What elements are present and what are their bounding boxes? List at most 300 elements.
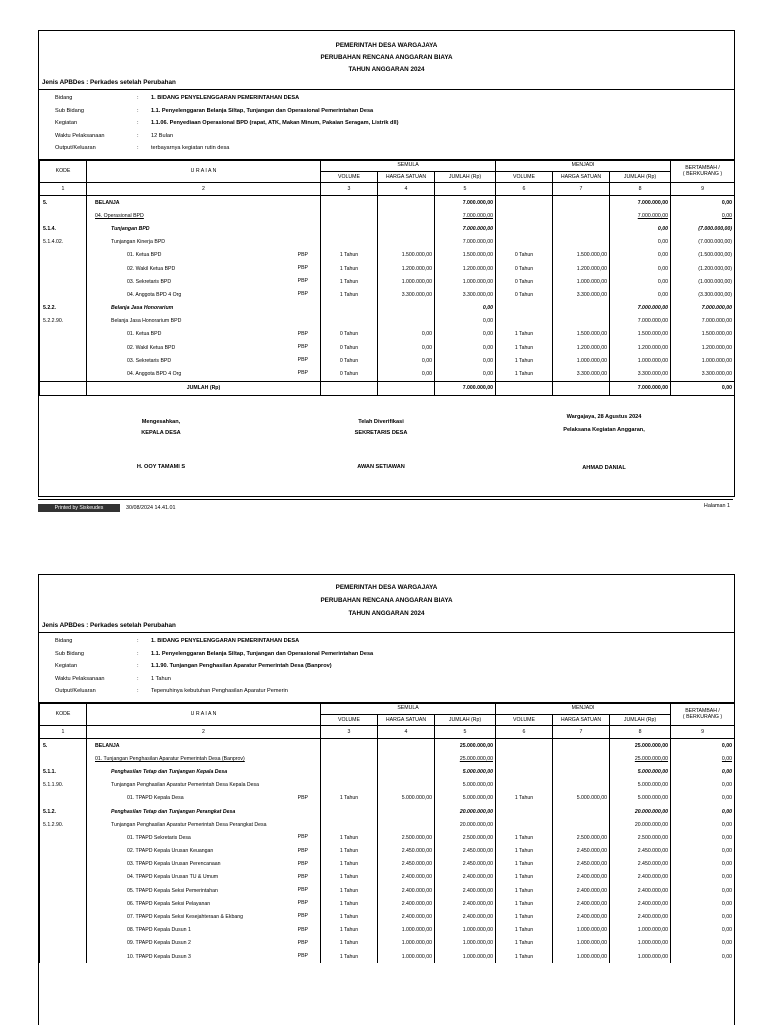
row-volume-semula: 1 Tahun (321, 897, 378, 910)
row-jumlah-menjadi: 2.400.000,00 (610, 884, 671, 897)
row-uraian-text: Tunjangan BPD (111, 225, 150, 232)
row-selisih: (1.500.000,00) (671, 249, 735, 262)
row-harga-semula (378, 739, 435, 753)
row-uraian-text: 04. Operasional BPD (95, 212, 144, 219)
row-volume-menjadi: 1 Tahun (496, 871, 553, 884)
row-jumlah-semula: 1.000.000,00 (435, 937, 496, 950)
row-volume-semula (321, 222, 378, 235)
row-harga-semula: 1.500.000,00 (378, 249, 435, 262)
row-volume-menjadi (496, 752, 553, 765)
col-harga-header: HARGA SATUAN (378, 171, 435, 183)
row-selisih: 1.000.000,00 (671, 354, 735, 367)
row-volume-semula (321, 765, 378, 778)
footer-rule (38, 499, 733, 500)
row-satuan: PBP (297, 344, 308, 351)
row-harga-semula: 2.500.000,00 (378, 831, 435, 844)
row-kode (40, 288, 87, 301)
col-number: 7 (553, 726, 610, 739)
row-volume-menjadi (496, 209, 553, 222)
row-uraian-text: Tunjangan Penghasilan Aparatur Pemerintah Desa Kepala Desa (111, 782, 260, 789)
row-jumlah-menjadi: 0,00 (610, 288, 671, 301)
col-bertambah-header (671, 160, 735, 183)
row-jumlah-menjadi: 5.000.000,00 (610, 779, 671, 792)
table-row (40, 937, 735, 950)
total-label: JUMLAH (Rp) (87, 381, 321, 395)
row-uraian (87, 818, 321, 831)
row-jumlah-menjadi: 1.000.000,00 (610, 950, 671, 963)
row-kode (40, 871, 87, 884)
info-colon: : (137, 120, 139, 126)
row-kode: 5.2.2.90. (40, 315, 87, 328)
row-volume-menjadi: 1 Tahun (496, 884, 553, 897)
col-volume-header: VOLUME (496, 714, 553, 726)
col-semula-header: SEMULA (321, 160, 496, 172)
row-jumlah-semula: 7.000.000,00 (435, 222, 496, 235)
row-harga-menjadi: 2.450.000,00 (553, 858, 610, 871)
row-uraian-text: 10. TPAPD Kepala Dusun 3 (127, 953, 191, 960)
row-jumlah-semula: 5.000.000,00 (435, 792, 496, 805)
table-row (40, 739, 735, 753)
total-jumlah-menjadi: 7.000.000,00 (610, 381, 671, 395)
row-selisih: 0,00 (671, 752, 735, 765)
print-timestamp: 30/08/2024 14.41.01 (126, 505, 176, 511)
row-uraian (87, 209, 321, 222)
row-uraian (87, 367, 321, 381)
row-uraian (87, 924, 321, 937)
col-number: 4 (378, 183, 435, 196)
row-jumlah-semula: 25.000.000,00 (435, 739, 496, 753)
table-row (40, 367, 735, 381)
row-uraian-text: 02. Wakil Ketua BPD (127, 344, 176, 351)
row-jumlah-menjadi: 1.200.000,00 (610, 341, 671, 354)
row-kode (40, 910, 87, 923)
row-jumlah-menjadi: 1.500.000,00 (610, 328, 671, 341)
row-harga-menjadi: 1.000.000,00 (553, 275, 610, 288)
row-kode (40, 884, 87, 897)
row-harga-menjadi: 2.450.000,00 (553, 845, 610, 858)
row-volume-semula: 1 Tahun (321, 858, 378, 871)
info-value: 1.1.06. Penyediaan Operasional BPD (rapat, ATK, Makan Minum, Pakaian Seragam, Listrik dll) (151, 120, 399, 126)
col-number: 5 (435, 183, 496, 196)
table-row (40, 354, 735, 367)
row-kode (40, 845, 87, 858)
row-uraian (87, 792, 321, 805)
row-harga-menjadi: 2.400.000,00 (553, 910, 610, 923)
row-volume-semula (321, 739, 378, 753)
row-uraian-text: 01. TPAPD Kepala Desa (127, 795, 184, 802)
row-harga-semula (378, 236, 435, 249)
col-number: 3 (321, 726, 378, 739)
col-jumlah-header: JUMLAH (Rp) (435, 171, 496, 183)
row-jumlah-semula: 7.000.000,00 (435, 209, 496, 222)
info-row (39, 688, 734, 700)
row-volume-menjadi: 0 Tahun (496, 288, 553, 301)
row-uraian (87, 937, 321, 950)
col-menjadi-header: MENJADI (496, 703, 671, 715)
row-kode (40, 341, 87, 354)
row-jumlah-menjadi: 7.000.000,00 (610, 315, 671, 328)
row-jumlah-menjadi: 0,00 (610, 222, 671, 235)
col-semula-header: SEMULA (321, 703, 496, 715)
bertambah-label: BERTAMBAH / (685, 165, 720, 171)
row-volume-menjadi: 1 Tahun (496, 937, 553, 950)
row-jumlah-semula: 3.300.000,00 (435, 288, 496, 301)
row-satuan: PBP (297, 847, 308, 854)
row-harga-semula: 0,00 (378, 367, 435, 381)
info-row (39, 676, 734, 688)
col-number: 8 (610, 726, 671, 739)
row-jumlah-semula: 2.500.000,00 (435, 831, 496, 844)
report-page-2 (38, 574, 735, 1025)
row-jumlah-menjadi: 5.000.000,00 (610, 792, 671, 805)
header-subtitle: PERUBAHAN RENCANA ANGGARAN BIAYA (320, 54, 453, 61)
row-volume-semula: 1 Tahun (321, 950, 378, 963)
row-harga-menjadi: 3.300.000,00 (553, 288, 610, 301)
row-harga-menjadi (553, 222, 610, 235)
col-harga-header: HARGA SATUAN (378, 714, 435, 726)
row-harga-menjadi: 1.500.000,00 (553, 249, 610, 262)
row-volume-menjadi (496, 315, 553, 328)
row-selisih: (7.000.000,00) (671, 222, 735, 235)
row-volume-semula (321, 302, 378, 315)
info-label: Bidang (55, 95, 73, 101)
info-colon: : (137, 132, 139, 139)
row-selisih: (7.000.000,00) (671, 236, 735, 249)
info-row (39, 145, 734, 157)
row-kode (40, 328, 87, 341)
info-row (39, 133, 734, 145)
row-kode (40, 209, 87, 222)
row-volume-menjadi (496, 805, 553, 818)
row-jumlah-menjadi: 1.000.000,00 (610, 924, 671, 937)
row-volume-semula: 1 Tahun (321, 924, 378, 937)
row-harga-semula: 1.000.000,00 (378, 937, 435, 950)
row-selisih: 0,00 (671, 779, 735, 792)
row-uraian (87, 341, 321, 354)
row-kode: 5.1.4.02. (40, 236, 87, 249)
row-jumlah-semula: 1.000.000,00 (435, 275, 496, 288)
row-harga-menjadi (553, 805, 610, 818)
row-selisih: 0,00 (671, 845, 735, 858)
row-uraian (87, 315, 321, 328)
row-kode (40, 262, 87, 275)
row-volume-menjadi (496, 739, 553, 753)
row-uraian (87, 884, 321, 897)
table-row (40, 328, 735, 341)
table-row (40, 924, 735, 937)
row-harga-semula: 0,00 (378, 341, 435, 354)
row-uraian-text: 02. Wakil Ketua BPD (127, 265, 176, 272)
row-uraian (87, 262, 321, 275)
row-kode (40, 354, 87, 367)
row-selisih: 0,00 (671, 871, 735, 884)
row-volume-menjadi: 1 Tahun (496, 845, 553, 858)
row-harga-semula: 1.000.000,00 (378, 950, 435, 963)
sig-left-title: KEPALA DESA (141, 430, 181, 436)
row-harga-menjadi (553, 779, 610, 792)
row-harga-semula (378, 209, 435, 222)
row-satuan: PBP (297, 887, 308, 894)
row-uraian (87, 950, 321, 963)
row-harga-menjadi (553, 765, 610, 778)
row-harga-menjadi: 2.500.000,00 (553, 831, 610, 844)
row-volume-semula: 1 Tahun (321, 792, 378, 805)
row-selisih: 7.000.000,00 (671, 302, 735, 315)
col-bertambah-header (671, 703, 735, 726)
table-row (40, 288, 735, 301)
row-volume-semula: 1 Tahun (321, 275, 378, 288)
info-row (39, 651, 734, 663)
total-kode (40, 381, 87, 395)
row-harga-menjadi: 1.000.000,00 (553, 950, 610, 963)
row-volume-menjadi: 1 Tahun (496, 341, 553, 354)
header-year: TAHUN ANGGARAN 2024 (348, 66, 425, 73)
row-selisih: (1.200.000,00) (671, 262, 735, 275)
row-harga-semula: 1.000.000,00 (378, 924, 435, 937)
col-uraian-header: U R A I A N (87, 160, 321, 183)
row-jumlah-semula: 2.450.000,00 (435, 858, 496, 871)
col-jumlah-header: JUMLAH (Rp) (610, 714, 671, 726)
row-satuan: PBP (297, 370, 308, 377)
col-number: 2 (87, 183, 321, 196)
header-title: PEMERINTAH DESA WARGAJAYA (335, 584, 438, 591)
row-harga-menjadi (553, 302, 610, 315)
info-row (39, 638, 734, 650)
row-volume-menjadi (496, 196, 553, 210)
info-row (39, 120, 734, 132)
row-harga-menjadi: 1.000.000,00 (553, 354, 610, 367)
row-uraian (87, 328, 321, 341)
row-uraian (87, 249, 321, 262)
row-volume-menjadi (496, 818, 553, 831)
row-satuan: PBP (297, 900, 308, 907)
row-harga-menjadi: 1.200.000,00 (553, 262, 610, 275)
row-jumlah-menjadi: 2.500.000,00 (610, 831, 671, 844)
row-satuan: PBP (297, 939, 308, 946)
info-label: Output/Keluaran (55, 145, 96, 151)
row-jumlah-menjadi: 0,00 (610, 275, 671, 288)
info-label: Output/Keluaran (55, 688, 96, 694)
table-row (40, 950, 735, 963)
row-uraian-text: 01. Ketua BPD (127, 252, 162, 259)
row-satuan: PBP (297, 330, 308, 337)
row-jumlah-menjadi: 5.000.000,00 (610, 765, 671, 778)
col-volume-header: VOLUME (321, 714, 378, 726)
row-volume-semula: 0 Tahun (321, 367, 378, 381)
row-uraian (87, 831, 321, 844)
row-uraian (87, 910, 321, 923)
row-jumlah-semula: 7.000.000,00 (435, 236, 496, 249)
row-harga-semula: 1.200.000,00 (378, 262, 435, 275)
row-jumlah-semula: 20.000.000,00 (435, 805, 496, 818)
activity-info (39, 632, 734, 704)
row-jumlah-semula: 7.000.000,00 (435, 196, 496, 210)
row-selisih: 0,00 (671, 897, 735, 910)
row-jumlah-semula: 2.400.000,00 (435, 871, 496, 884)
row-jumlah-semula: 1.500.000,00 (435, 249, 496, 262)
row-selisih: 0,00 (671, 209, 735, 222)
row-jumlah-semula: 0,00 (435, 367, 496, 381)
row-kode (40, 897, 87, 910)
row-uraian-text: Tunjangan Penghasilan Aparatur Pemerintah Desa Perangkat Desa (111, 821, 267, 828)
row-harga-semula: 3.300.000,00 (378, 288, 435, 301)
total-row (40, 381, 735, 395)
row-kode (40, 249, 87, 262)
info-colon: : (137, 675, 139, 682)
row-volume-semula (321, 209, 378, 222)
row-harga-menjadi: 1.500.000,00 (553, 328, 610, 341)
row-harga-menjadi (553, 315, 610, 328)
table-row (40, 765, 735, 778)
table-row (40, 302, 735, 315)
row-harga-semula (378, 196, 435, 210)
table-row (40, 752, 735, 765)
row-satuan: PBP (297, 794, 308, 801)
row-selisih: (3.300.000,00) (671, 288, 735, 301)
row-satuan: PBP (297, 291, 308, 298)
row-kode (40, 792, 87, 805)
row-volume-menjadi: 0 Tahun (496, 249, 553, 262)
row-volume-menjadi: 1 Tahun (496, 950, 553, 963)
row-volume-semula (321, 236, 378, 249)
row-kode: 5.1.1.90. (40, 779, 87, 792)
table-row (40, 341, 735, 354)
row-uraian-text: 01. Tunjangan Penghasilan Aparatur Pemerintah Desa (Banprov) (95, 755, 245, 762)
row-jumlah-menjadi: 2.450.000,00 (610, 858, 671, 871)
sig-left-label: Mengesahkan, (141, 419, 181, 425)
row-kode: 5.1.2. (40, 805, 87, 818)
table-row (40, 275, 735, 288)
row-selisih: 0,00 (671, 831, 735, 844)
row-uraian (87, 222, 321, 235)
row-selisih: 0,00 (671, 950, 735, 963)
row-jumlah-semula: 1.200.000,00 (435, 262, 496, 275)
row-kode (40, 367, 87, 381)
row-harga-menjadi (553, 196, 610, 210)
row-uraian (87, 897, 321, 910)
row-satuan: PBP (297, 278, 308, 285)
row-harga-menjadi: 1.200.000,00 (553, 341, 610, 354)
total-empty (378, 381, 435, 395)
row-selisih: 7.000.000,00 (671, 315, 735, 328)
row-uraian-text: 01. Ketua BPD (127, 331, 162, 338)
row-satuan: PBP (297, 926, 308, 933)
row-volume-semula: 1 Tahun (321, 871, 378, 884)
row-jumlah-semula: 0,00 (435, 315, 496, 328)
row-satuan: PBP (297, 834, 308, 841)
row-uraian (87, 805, 321, 818)
jenis-apbdes: Jenis APBDes : Perkades setelah Perubahan (42, 622, 176, 629)
row-volume-menjadi: 1 Tahun (496, 831, 553, 844)
row-volume-menjadi: 0 Tahun (496, 275, 553, 288)
row-harga-semula (378, 779, 435, 792)
row-harga-menjadi: 1.000.000,00 (553, 937, 610, 950)
table-row (40, 792, 735, 805)
row-selisih: 0,00 (671, 924, 735, 937)
row-harga-menjadi (553, 236, 610, 249)
row-harga-semula: 2.450.000,00 (378, 845, 435, 858)
row-jumlah-semula: 5.000.000,00 (435, 765, 496, 778)
row-kode (40, 924, 87, 937)
info-value: 12 Bulan (151, 132, 174, 139)
col-number: 1 (40, 183, 87, 196)
row-volume-menjadi (496, 222, 553, 235)
info-colon: : (137, 95, 139, 101)
row-volume-semula: 1 Tahun (321, 884, 378, 897)
row-satuan: PBP (297, 913, 308, 920)
row-harga-semula: 0,00 (378, 328, 435, 341)
info-label: Sub Bidang (55, 650, 84, 657)
info-colon: : (137, 145, 139, 151)
row-harga-menjadi: 1.000.000,00 (553, 924, 610, 937)
row-kode: 5. (40, 739, 87, 753)
row-jumlah-menjadi: 0,00 (610, 249, 671, 262)
row-jumlah-menjadi: 7.000.000,00 (610, 302, 671, 315)
table-row (40, 871, 735, 884)
row-uraian-text: 09. TPAPD Kepala Dusun 2 (127, 940, 191, 947)
berkurang-label: ( BERKURANG ) (682, 171, 723, 177)
row-selisih: 3.300.000,00 (671, 367, 735, 381)
row-kode (40, 275, 87, 288)
report-page-1 (38, 30, 735, 497)
col-jumlah-header: JUMLAH (Rp) (610, 171, 671, 183)
row-harga-menjadi (553, 752, 610, 765)
row-selisih: 0,00 (671, 818, 735, 831)
sig-right-name: AHMAD DANIAL (582, 465, 626, 471)
row-harga-semula: 5.000.000,00 (378, 792, 435, 805)
total-empty (321, 381, 378, 395)
table-row (40, 315, 735, 328)
jenis-apbdes: Jenis APBDes : Perkades setelah Perubahan (42, 79, 176, 86)
row-uraian-text: 06. TPAPD Kepala Seksi Pelayanan (127, 900, 211, 907)
row-selisih: 0,00 (671, 805, 735, 818)
row-harga-menjadi: 2.400.000,00 (553, 884, 610, 897)
table-row (40, 805, 735, 818)
col-kode-header: KODE (40, 160, 87, 183)
row-harga-semula (378, 752, 435, 765)
row-uraian-text: Tunjangan Kinerja BPD (111, 239, 166, 246)
col-number: 4 (378, 726, 435, 739)
row-volume-semula: 0 Tahun (321, 354, 378, 367)
col-jumlah-header: JUMLAH (Rp) (435, 714, 496, 726)
row-uraian (87, 288, 321, 301)
row-uraian-text: BELANJA (95, 199, 120, 206)
activity-info (39, 89, 734, 161)
row-jumlah-semula: 0,00 (435, 341, 496, 354)
row-uraian (87, 302, 321, 315)
table-row (40, 845, 735, 858)
info-value: 1.1. Penyelenggaran Belanja Siltap, Tunjangan dan Operasional Pemerintahan Desa (151, 650, 374, 657)
info-value: terbayarnya kegiatan rutin desa (151, 145, 230, 151)
row-jumlah-menjadi: 25.000.000,00 (610, 752, 671, 765)
row-selisih: (1.000.000,00) (671, 275, 735, 288)
row-jumlah-menjadi: 2.400.000,00 (610, 871, 671, 884)
row-kode (40, 752, 87, 765)
row-harga-menjadi (553, 209, 610, 222)
row-uraian-text: 04. Anggota BPD 4 Org (127, 371, 182, 378)
row-uraian-text: Penghasilan Tetap dan Tunjangan Perangkat Desa (111, 808, 236, 815)
row-kode: 5.1.1. (40, 765, 87, 778)
row-selisih: 0,00 (671, 884, 735, 897)
total-empty (553, 381, 610, 395)
row-uraian-text: 08. TPAPD Kepala Dusun 1 (127, 927, 191, 934)
row-kode (40, 937, 87, 950)
row-harga-semula: 2.400.000,00 (378, 910, 435, 923)
info-value: Tepenuhinya kebutuhan Penghasilan Aparatur Pemerin (151, 688, 288, 694)
row-volume-semula: 1 Tahun (321, 937, 378, 950)
table-row (40, 222, 735, 235)
row-harga-semula: 1.000.000,00 (378, 275, 435, 288)
